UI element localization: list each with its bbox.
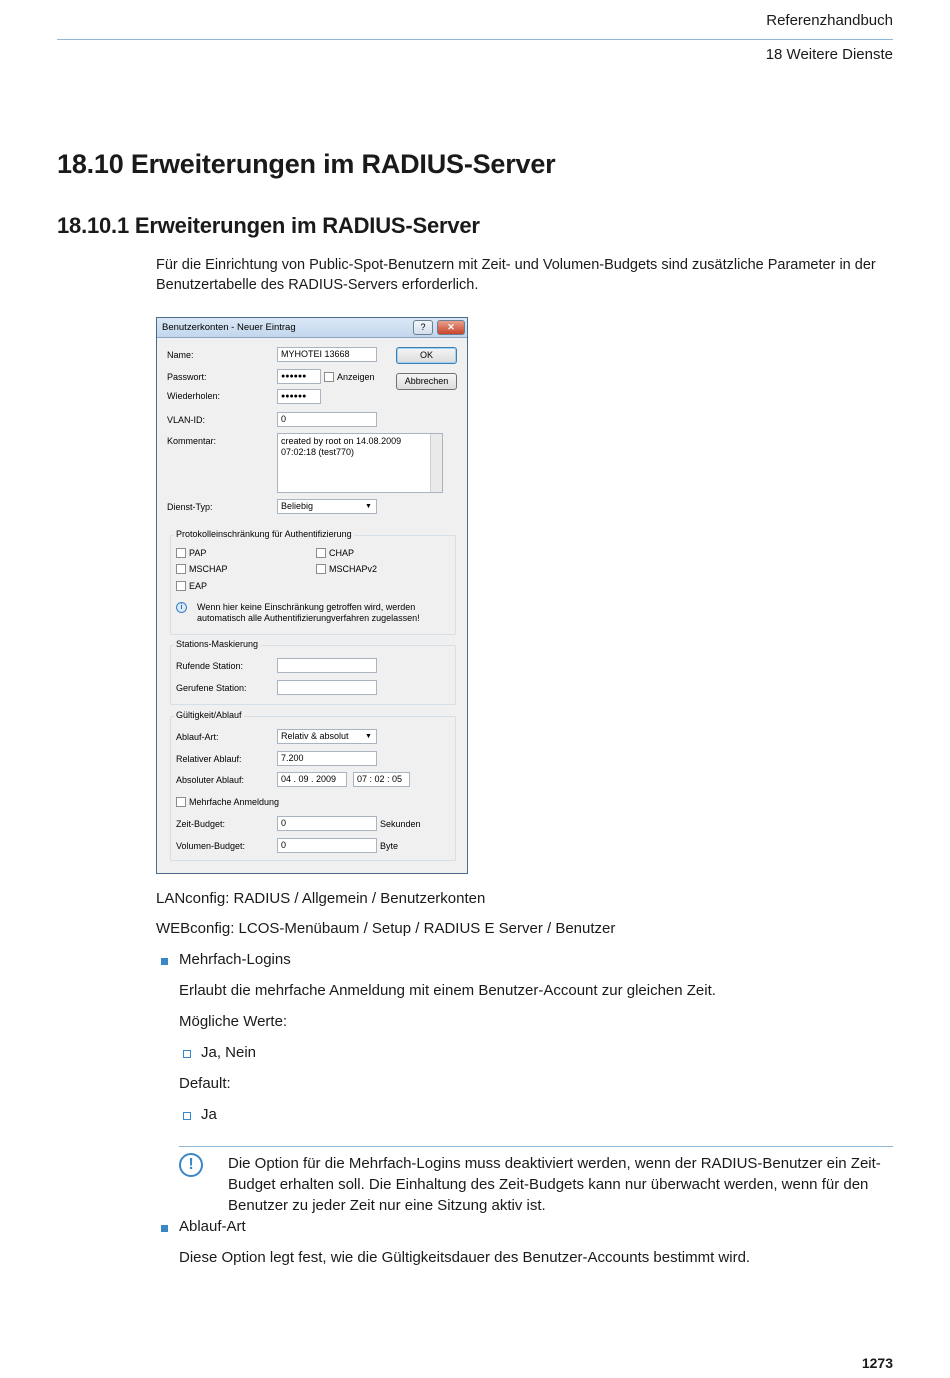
expiry-type-label: Ablauf-Art: <box>176 732 219 742</box>
password-field[interactable]: ●●●●●● <box>277 369 321 384</box>
user-accounts-dialog <box>156 317 468 874</box>
vlan-field[interactable]: 0 <box>277 412 377 427</box>
chap-checkbox[interactable] <box>316 548 326 558</box>
ok-button[interactable]: OK <box>396 347 457 364</box>
expiry-type-value: Relativ & absolut <box>281 731 349 741</box>
mschap-checkbox[interactable] <box>176 564 186 574</box>
intro-paragraph: Für die Einrichtung von Public-Spot-Benutzern mit Zeit- und Volumen-Budgets sind zusätzliche Parameter in der Benutzertabelle des RADIUS-Servers erforderlich. <box>156 257 876 293</box>
multi-login-checkbox[interactable] <box>176 797 186 807</box>
mschapv2-checkbox[interactable] <box>316 564 326 574</box>
comment-textarea[interactable] <box>277 433 443 493</box>
station-masking-title: Stations-Maskierung <box>176 639 259 649</box>
show-password-label: Anzeigen <box>337 372 375 382</box>
repeat-password-field[interactable]: ●●●●●● <box>277 389 321 404</box>
header-chapter: 18 Weitere Dienste <box>765 46 893 63</box>
chap-label: CHAP <box>329 548 355 558</box>
item-expiry-type-desc: Diese Option legt fest, wie die Gültigkeitsdauer des Benutzer-Accounts bestimmt wird. <box>179 1249 751 1266</box>
absolute-time-field[interactable]: 07 : 02 : 05 <box>353 772 410 787</box>
note-divider <box>179 1146 893 1147</box>
volume-budget-label: Volumen-Budget: <box>176 841 246 851</box>
dialog-titlebar <box>157 318 467 338</box>
item-multi-login-desc: Erlaubt die mehrfache Anmeldung mit einem Benutzer-Account zur gleichen Zeit. <box>179 982 716 999</box>
pap-label: PAP <box>189 548 207 558</box>
eap-label: EAP <box>189 581 208 591</box>
mschapv2-label: MSCHAPv2 <box>329 564 378 574</box>
relative-expiry-label: Relativer Ablauf: <box>176 754 242 764</box>
volume-budget-field[interactable]: 0 <box>277 838 377 853</box>
item-expiry-type-title: Ablauf-Art <box>179 1218 246 1235</box>
webconfig-path: WEBconfig: LCOS-Menübaum / Setup / RADIUS E Server / Benutzer <box>156 920 616 937</box>
page-number: 1273 <box>861 1355 893 1371</box>
close-button[interactable]: ✕ <box>437 320 465 335</box>
comment-label: Kommentar: <box>167 436 217 446</box>
time-budget-label: Zeit-Budget: <box>176 819 226 829</box>
chevron-down-icon: ▼ <box>365 503 372 510</box>
service-type-value: Beliebig <box>281 501 314 511</box>
absolute-expiry-label: Absoluter Ablauf: <box>176 775 245 785</box>
sub-bullet-icon <box>183 1050 191 1058</box>
pap-checkbox[interactable] <box>176 548 186 558</box>
station-masking-group <box>170 645 456 705</box>
comment-scrollbar[interactable] <box>430 434 442 492</box>
called-station-field[interactable] <box>277 680 377 695</box>
cancel-button[interactable]: Abbrechen <box>396 373 457 390</box>
bullet-icon <box>161 1225 168 1232</box>
password-label: Passwort: <box>167 372 207 382</box>
dialog-title: Benutzerkonten - Neuer Eintrag <box>162 322 296 333</box>
show-password-checkbox[interactable] <box>324 372 334 382</box>
absolute-date-field[interactable]: 04 . 09 . 2009 <box>277 772 347 787</box>
bullet-icon <box>161 958 168 965</box>
comment-line-2: 07:02:18 (test770) <box>281 447 355 457</box>
warning-icon: ! <box>179 1153 203 1177</box>
service-type-label: Dienst-Typ: <box>167 502 213 512</box>
time-budget-field[interactable]: 0 <box>277 816 377 831</box>
header-divider <box>57 39 893 40</box>
calling-station-field[interactable] <box>277 658 377 673</box>
comment-line-1: created by root on 14.08.2009 <box>281 436 402 446</box>
possible-values-label: Mögliche Werte: <box>179 1013 288 1030</box>
sub-bullet-icon <box>183 1112 191 1120</box>
protocol-group-title: Protokolleinschränkung für Authentifizierung <box>176 529 352 539</box>
help-button[interactable]: ? <box>413 320 433 335</box>
time-budget-unit: Sekunden <box>380 819 421 829</box>
expiry-type-select[interactable] <box>277 729 377 744</box>
volume-budget-unit: Byte <box>380 841 399 851</box>
lanconfig-path: LANconfig: RADIUS / Allgemein / Benutzerkonten <box>156 890 486 907</box>
mschap-label: MSCHAP <box>189 564 228 574</box>
name-label: Name: <box>167 350 194 360</box>
section-heading: 18.10 Erweiterungen im RADIUS-Server <box>57 149 556 179</box>
default-value: Ja <box>201 1106 217 1123</box>
header-title: Referenzhandbuch <box>766 12 893 29</box>
info-line-2: automatisch alle Authentifizierungverfahren zugelassen! <box>197 613 420 623</box>
vlan-label: VLAN-ID: <box>167 415 206 425</box>
relative-expiry-field[interactable]: 7.200 <box>277 751 377 766</box>
called-station-label: Gerufene Station: <box>176 683 247 693</box>
subsection-heading: 18.10.1 Erweiterungen im RADIUS-Server <box>57 213 480 238</box>
chevron-down-icon: ▼ <box>365 733 372 740</box>
note-text: Die Option für die Mehrfach-Logins muss deaktiviert werden, wenn der RADIUS-Benutzer ein Zeit-Budget erhalten soll. Die Einhaltung des Zeit-Budgets kann nur überwacht werden, wenn für den Benutzer zu jeder Zeit nur eine Sitzung aktiv ist. <box>228 1155 881 1214</box>
validity-group-title: Gültigkeit/Ablauf <box>176 710 242 720</box>
service-type-select[interactable] <box>277 499 377 514</box>
info-line-1: Wenn hier keine Einschränkung getroffen wird, werden <box>197 602 416 612</box>
item-multi-login-title: Mehrfach-Logins <box>179 951 291 968</box>
multi-login-label: Mehrfache Anmeldung <box>189 797 280 807</box>
possible-values: Ja, Nein <box>201 1044 257 1061</box>
repeat-label: Wiederholen: <box>167 391 221 401</box>
eap-checkbox[interactable] <box>176 581 186 591</box>
default-label: Default: <box>179 1075 231 1092</box>
info-icon: i <box>176 602 187 613</box>
name-field[interactable]: MYHOTEI 13668 <box>277 347 377 362</box>
calling-station-label: Rufende Station: <box>176 661 244 671</box>
